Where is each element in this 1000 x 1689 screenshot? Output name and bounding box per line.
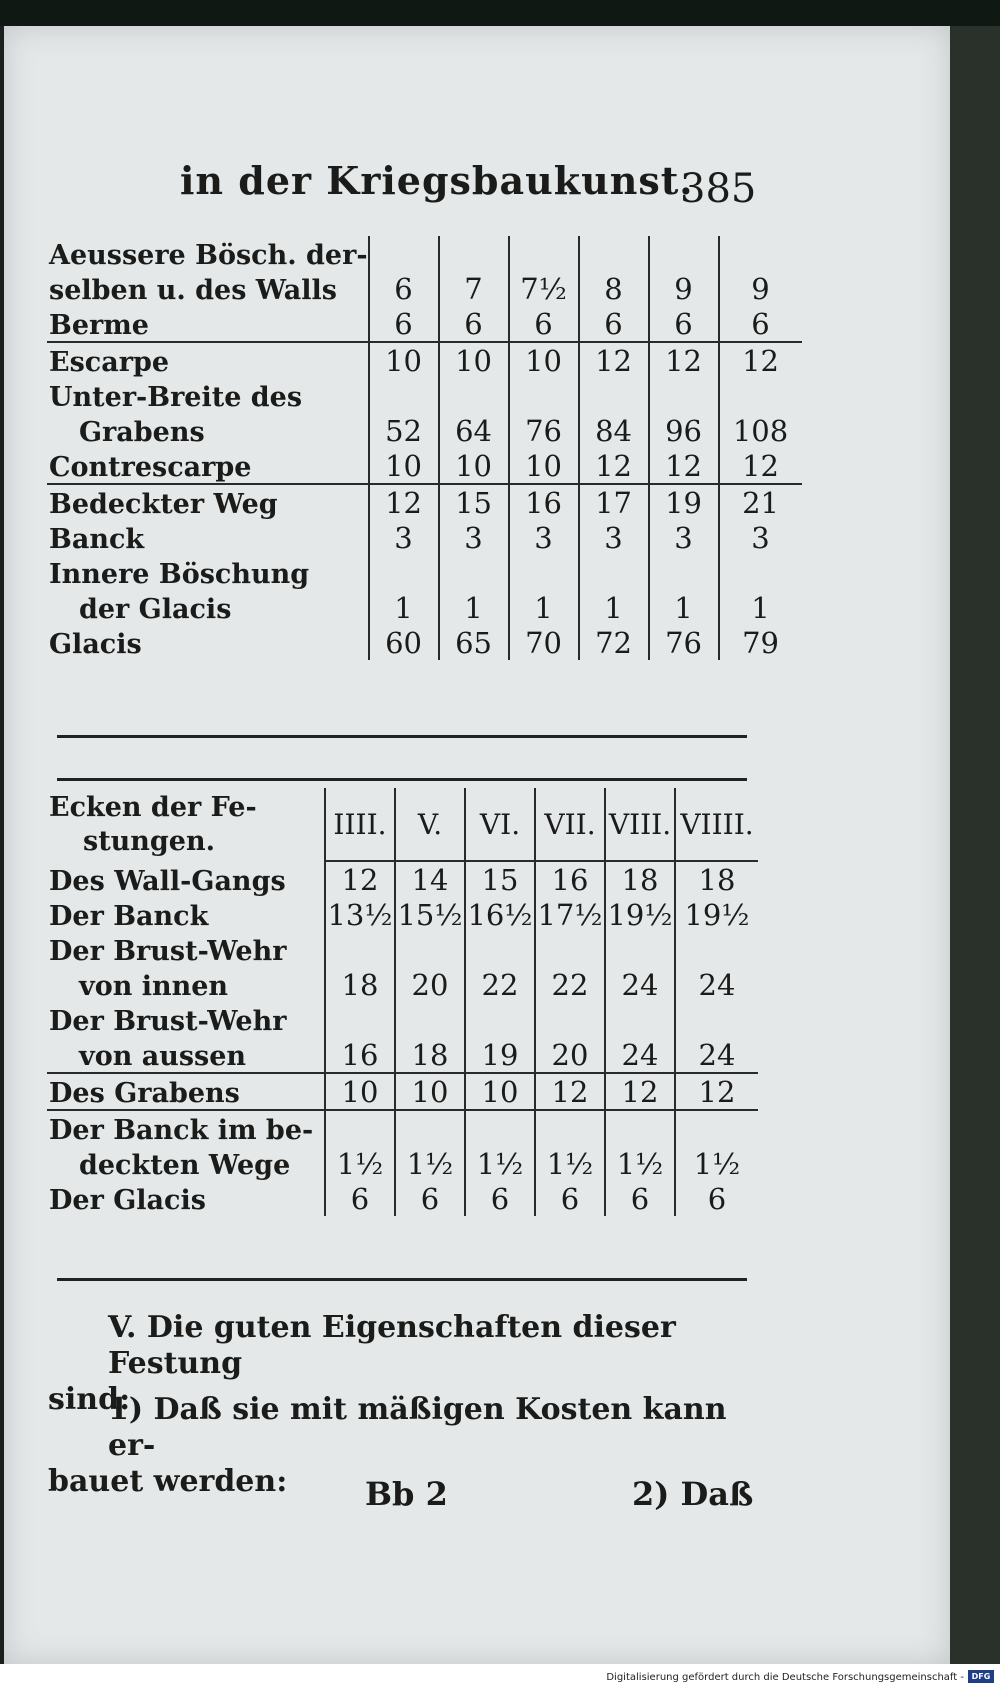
table-row: [47, 1146, 758, 1181]
cell-value: 10: [325, 1073, 395, 1110]
cell-value: 1: [649, 590, 719, 625]
cell-value: [535, 1002, 605, 1037]
cell-value: 16: [535, 861, 605, 897]
row-label: von aussen: [47, 1037, 325, 1073]
cell-value: 79: [719, 625, 802, 660]
cell-value: [465, 932, 535, 967]
cell-value: [675, 1110, 758, 1146]
table-row: [47, 342, 802, 378]
cell-value: [369, 555, 439, 590]
row-label: Des Wall-Gangs: [49, 866, 286, 897]
cell-value: [605, 932, 675, 967]
cell-value: 12: [579, 342, 649, 378]
header-label: [47, 788, 325, 861]
cell-value: 84: [579, 413, 649, 448]
cell-value: [719, 555, 802, 590]
table-rule: [57, 778, 747, 781]
column-header: VIIII.: [675, 788, 758, 861]
cell-value: 3: [649, 520, 719, 555]
cell-value: 18: [395, 1037, 465, 1073]
cell-value: 12: [579, 448, 649, 484]
signature-mark: Bb 2: [365, 1475, 448, 1513]
row-label: Unter-Breite des: [49, 382, 303, 413]
table-row: [47, 861, 758, 897]
row-label: Grabens: [79, 417, 205, 448]
cell-value: 12: [325, 861, 395, 897]
table-row: [47, 1002, 758, 1037]
cell-value: 16: [509, 484, 579, 520]
table-row: [47, 271, 802, 306]
cell-value: 3: [439, 520, 509, 555]
cell-value: 1: [509, 590, 579, 625]
cell-value: 19½: [605, 897, 675, 932]
cell-value: 76: [649, 625, 719, 660]
cell-value: 1: [369, 590, 439, 625]
cell-value: 1½: [395, 1146, 465, 1181]
cell-value: 3: [719, 520, 802, 555]
cell-value: [439, 555, 509, 590]
cell-value: 1: [439, 590, 509, 625]
cell-value: 6: [535, 1181, 605, 1216]
row-label: deckten Wege: [79, 1150, 291, 1181]
cell-value: [649, 378, 719, 413]
cell-value: 24: [675, 967, 758, 1002]
footer-credit: Digitalisierung gefördert durch die Deutsche Forschungsgemeinschaft -: [606, 1672, 964, 1683]
cell-value: [325, 1110, 395, 1146]
table-row: [47, 306, 802, 342]
cell-value: [649, 555, 719, 590]
row-label: Der Banck: [49, 901, 209, 932]
cell-value: 52: [369, 413, 439, 448]
cell-value: 19: [649, 484, 719, 520]
cell-value: [605, 1002, 675, 1037]
cell-value: 6: [439, 306, 509, 342]
cell-value: 6: [579, 306, 649, 342]
cell-value: [395, 1110, 465, 1146]
column-header: VII.: [535, 788, 605, 861]
cell-value: 12: [369, 484, 439, 520]
dfg-logo: DFG: [968, 1670, 994, 1683]
cell-value: 3: [579, 520, 649, 555]
cell-value: 24: [605, 1037, 675, 1073]
text-line: 1) Daß sie mit mäßigen Kosten kann er-: [108, 1392, 727, 1463]
cell-value: [719, 378, 802, 413]
row-label: Berme: [47, 306, 369, 342]
cell-value: 10: [465, 1073, 535, 1110]
column-header: VI.: [465, 788, 535, 861]
row-label: Glacis: [49, 629, 142, 660]
cell-value: 12: [649, 342, 719, 378]
cell-value: 12: [535, 1073, 605, 1110]
cell-value: 10: [369, 448, 439, 484]
cell-value: [439, 236, 509, 271]
cell-value: 1: [719, 590, 802, 625]
row-label: Banck: [49, 524, 145, 555]
cell-value: 15: [465, 861, 535, 897]
fortification-dimensions-table: [47, 236, 802, 660]
cell-value: 10: [509, 448, 579, 484]
cell-value: 15½: [395, 897, 465, 932]
cell-value: 6: [369, 306, 439, 342]
row-label: Der Glacis: [49, 1185, 206, 1216]
cell-value: 6: [675, 1181, 758, 1216]
cell-value: [579, 555, 649, 590]
row-label: von innen: [79, 971, 229, 1002]
table-row: [47, 413, 802, 448]
cell-value: 10: [369, 342, 439, 378]
cell-value: 19½: [675, 897, 758, 932]
column-header: IIII.: [325, 788, 395, 861]
page-number: 385: [680, 166, 757, 212]
text-line: V. Die guten Eigenschaften dieser Festung: [108, 1310, 676, 1381]
row-label: Aeussere Bösch. der-: [49, 240, 368, 271]
cell-value: [509, 555, 579, 590]
cell-value: 17½: [535, 897, 605, 932]
cell-value: 70: [509, 625, 579, 660]
cell-value: [579, 236, 649, 271]
digitization-footer: [0, 1664, 1000, 1689]
table-row: [47, 1181, 758, 1216]
cell-value: 1: [579, 590, 649, 625]
cell-value: 12: [649, 448, 719, 484]
cell-value: [465, 1110, 535, 1146]
row-label: Der Banck im be-: [49, 1115, 314, 1146]
cell-value: 21: [719, 484, 802, 520]
table-row: [47, 1110, 758, 1146]
cell-value: 6: [605, 1181, 675, 1216]
cell-value: 6: [325, 1181, 395, 1216]
cell-value: [719, 236, 802, 271]
table-row: [47, 236, 802, 271]
cell-value: 64: [439, 413, 509, 448]
cell-value: 18: [325, 967, 395, 1002]
cell-value: 10: [509, 342, 579, 378]
row-label: Bedeckter Weg: [49, 489, 278, 520]
cell-value: 17: [579, 484, 649, 520]
cell-value: 16: [325, 1037, 395, 1073]
cell-value: 6: [395, 1181, 465, 1216]
cell-value: [509, 378, 579, 413]
cell-value: [439, 378, 509, 413]
cell-value: 6: [719, 306, 802, 342]
table-header-row: [47, 788, 758, 861]
cell-value: 14: [395, 861, 465, 897]
cell-value: 18: [675, 861, 758, 897]
cell-value: 6: [509, 306, 579, 342]
cell-value: [579, 378, 649, 413]
corner-dimensions-table: [47, 788, 758, 1216]
row-label: Escarpe: [49, 347, 169, 378]
row-label: Der Brust-Wehr: [49, 1006, 287, 1037]
table-row: [47, 1073, 758, 1110]
cell-value: [369, 236, 439, 271]
cell-value: 8: [579, 271, 649, 306]
cell-value: 12: [719, 448, 802, 484]
cell-value: 24: [675, 1037, 758, 1073]
row-label: der Glacis: [79, 594, 232, 625]
cell-value: 22: [465, 967, 535, 1002]
catchword: 2) Daß: [632, 1475, 754, 1513]
row-label: Contrescarpe: [47, 448, 369, 484]
table-row: [47, 590, 802, 625]
text-line: sind:: [48, 1382, 131, 1417]
cell-value: 10: [395, 1073, 465, 1110]
cell-value: 10: [439, 342, 509, 378]
cell-value: 12: [719, 342, 802, 378]
table-row: [47, 897, 758, 932]
row-label: Der Brust-Wehr: [49, 936, 287, 967]
cell-value: [509, 236, 579, 271]
header-label-line: stungen.: [83, 825, 216, 857]
table-row: [47, 555, 802, 590]
cell-value: [649, 236, 719, 271]
table-row: [47, 378, 802, 413]
cell-value: [325, 932, 395, 967]
row-label: Des Grabens: [47, 1073, 325, 1110]
cell-value: [395, 1002, 465, 1037]
cell-value: 1½: [535, 1146, 605, 1181]
table-row: [47, 967, 758, 1002]
top-frame: [0, 0, 1000, 26]
cell-value: [465, 1002, 535, 1037]
table-row: [47, 520, 802, 555]
cell-value: 96: [649, 413, 719, 448]
cell-value: 3: [369, 520, 439, 555]
cell-value: 9: [649, 271, 719, 306]
cell-value: 1½: [325, 1146, 395, 1181]
cell-value: [325, 1002, 395, 1037]
table-row: [47, 1037, 758, 1073]
cell-value: [675, 1002, 758, 1037]
page-edge: [950, 26, 1000, 1664]
running-title: in der Kriegsbaukunst.: [180, 158, 694, 203]
table-row: [47, 625, 802, 660]
cell-value: [369, 378, 439, 413]
cell-value: 1½: [675, 1146, 758, 1181]
cell-value: 16½: [465, 897, 535, 932]
cell-value: 7: [439, 271, 509, 306]
cell-value: [605, 1110, 675, 1146]
cell-value: 10: [439, 448, 509, 484]
text-line: bauet werden:: [48, 1464, 288, 1499]
cell-value: 20: [395, 967, 465, 1002]
cell-value: 7½: [509, 271, 579, 306]
cell-value: 13½: [325, 897, 395, 932]
cell-value: [675, 932, 758, 967]
cell-value: 9: [719, 271, 802, 306]
cell-value: 24: [605, 967, 675, 1002]
header-label-line: Ecken der Fe-: [49, 791, 257, 823]
column-header: VIII.: [605, 788, 675, 861]
cell-value: 1½: [605, 1146, 675, 1181]
cell-value: 6: [465, 1181, 535, 1216]
row-label: selben u. des Walls: [49, 275, 337, 306]
cell-value: [395, 932, 465, 967]
cell-value: 6: [369, 271, 439, 306]
cell-value: [535, 1110, 605, 1146]
cell-value: 65: [439, 625, 509, 660]
cell-value: 6: [649, 306, 719, 342]
cell-value: 12: [675, 1073, 758, 1110]
table-rule: [57, 1278, 747, 1281]
cell-value: 15: [439, 484, 509, 520]
cell-value: 20: [535, 1037, 605, 1073]
column-header: V.: [395, 788, 465, 861]
cell-value: [535, 932, 605, 967]
cell-value: 18: [605, 861, 675, 897]
cell-value: 22: [535, 967, 605, 1002]
row-label: Innere Böschung: [49, 559, 310, 590]
cell-value: 19: [465, 1037, 535, 1073]
cell-value: 72: [579, 625, 649, 660]
cell-value: 60: [369, 625, 439, 660]
cell-value: 1½: [465, 1146, 535, 1181]
table-row: [47, 932, 758, 967]
table-row: [47, 484, 802, 520]
table-rule: [57, 735, 747, 738]
cell-value: 3: [509, 520, 579, 555]
cell-value: 108: [719, 413, 802, 448]
table-row: [47, 448, 802, 484]
cell-value: 76: [509, 413, 579, 448]
cell-value: 12: [605, 1073, 675, 1110]
